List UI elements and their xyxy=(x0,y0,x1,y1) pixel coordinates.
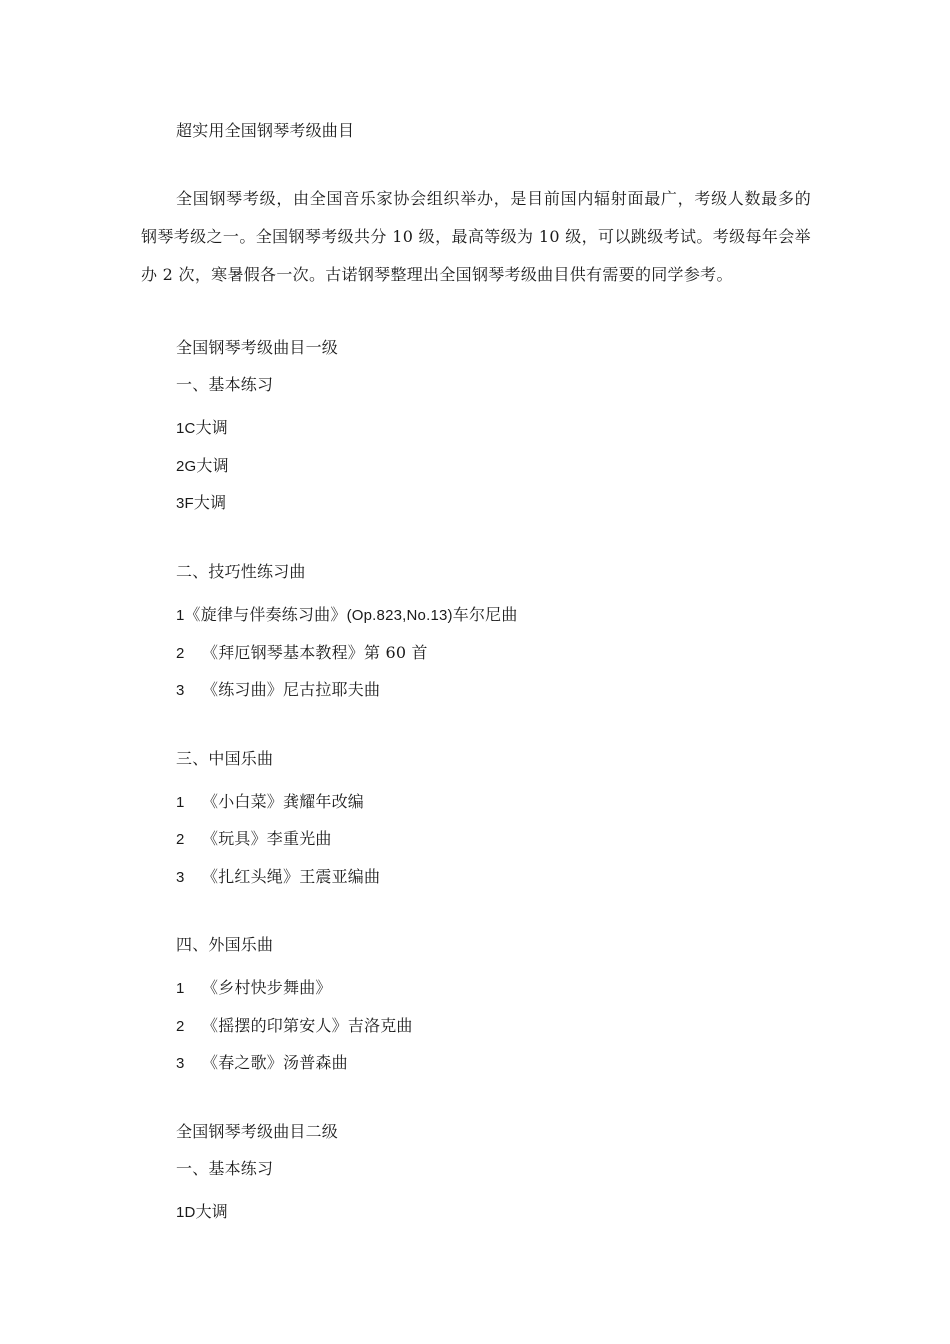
list-item xyxy=(176,1053,348,1074)
item-number: 3 xyxy=(176,1055,185,1072)
item-number: 1 xyxy=(176,607,185,624)
item-text: 《乡村快步舞曲》 xyxy=(202,978,332,997)
item-number: 1 xyxy=(176,794,185,811)
list-item xyxy=(176,1202,228,1223)
list-item xyxy=(176,456,229,477)
item-number: 2 xyxy=(176,645,185,662)
item-text: 大调 xyxy=(195,418,228,437)
list-item xyxy=(176,867,380,888)
list-item xyxy=(176,643,428,664)
level2-heading: 全国钢琴考级曲目二级 xyxy=(176,1122,339,1141)
item-text: 大调 xyxy=(195,1202,228,1221)
item-opus: (Op.823,No.13) xyxy=(346,607,453,624)
item-number: 2 xyxy=(176,831,185,848)
item-number: 1D xyxy=(176,1204,196,1221)
list-item xyxy=(176,493,226,514)
level1-chinese-heading: 三、中国乐曲 xyxy=(176,749,274,768)
level1-basic-heading: 一、基本练习 xyxy=(176,375,274,394)
list-item xyxy=(176,1016,413,1037)
list-item xyxy=(176,978,332,999)
item-number: 1C xyxy=(176,420,196,437)
item-text: 《春之歌》汤普森曲 xyxy=(202,1053,348,1072)
level1-heading: 全国钢琴考级曲目一级 xyxy=(176,338,339,357)
intro-paragraph: 全国钢琴考级，由全国音乐家协会组织举办，是目前国内辐射面最广，考级人数最多的钢琴考级之一。全国钢琴考级共分 10 级，最高等级为 10 级，可以跳级考试。考级每年会举办 2 次，寒暑假各一次。古诺钢琴整理出全国钢琴考级曲目供有需要的同学参考。 xyxy=(141,189,811,284)
item-text: 《拜厄钢琴基本教程》第 60 首 xyxy=(202,643,428,662)
item-text: 《练习曲》尼古拉耶夫曲 xyxy=(202,680,381,699)
item-text: 大调 xyxy=(196,456,229,475)
item-number: 3 xyxy=(176,682,185,699)
list-item xyxy=(176,418,228,439)
document-title: 超实用全国钢琴考级曲目 xyxy=(176,121,355,140)
item-number: 3F xyxy=(176,495,194,512)
item-number: 2 xyxy=(176,1018,185,1035)
list-item xyxy=(176,605,518,626)
item-text: 《旋律与伴奏练习曲》 xyxy=(184,605,347,624)
level1-foreign-heading: 四、外国乐曲 xyxy=(176,935,274,954)
list-item xyxy=(176,680,380,701)
level2-basic-heading: 一、基本练习 xyxy=(176,1159,274,1178)
item-text: 《小白菜》龚耀年改编 xyxy=(202,792,365,811)
item-number: 2G xyxy=(176,458,197,475)
item-number: 3 xyxy=(176,869,185,886)
item-composer: 车尔尼曲 xyxy=(452,605,518,624)
item-text: 《摇摆的印第安人》吉洛克曲 xyxy=(202,1016,413,1035)
list-item xyxy=(176,792,364,813)
level1-etudes-heading: 二、技巧性练习曲 xyxy=(176,562,306,581)
item-number: 1 xyxy=(176,980,185,997)
item-text: 《玩具》李重光曲 xyxy=(202,829,332,848)
list-item xyxy=(176,829,332,850)
item-text: 《扎红头绳》王震亚编曲 xyxy=(202,867,381,886)
item-text: 大调 xyxy=(193,493,227,512)
